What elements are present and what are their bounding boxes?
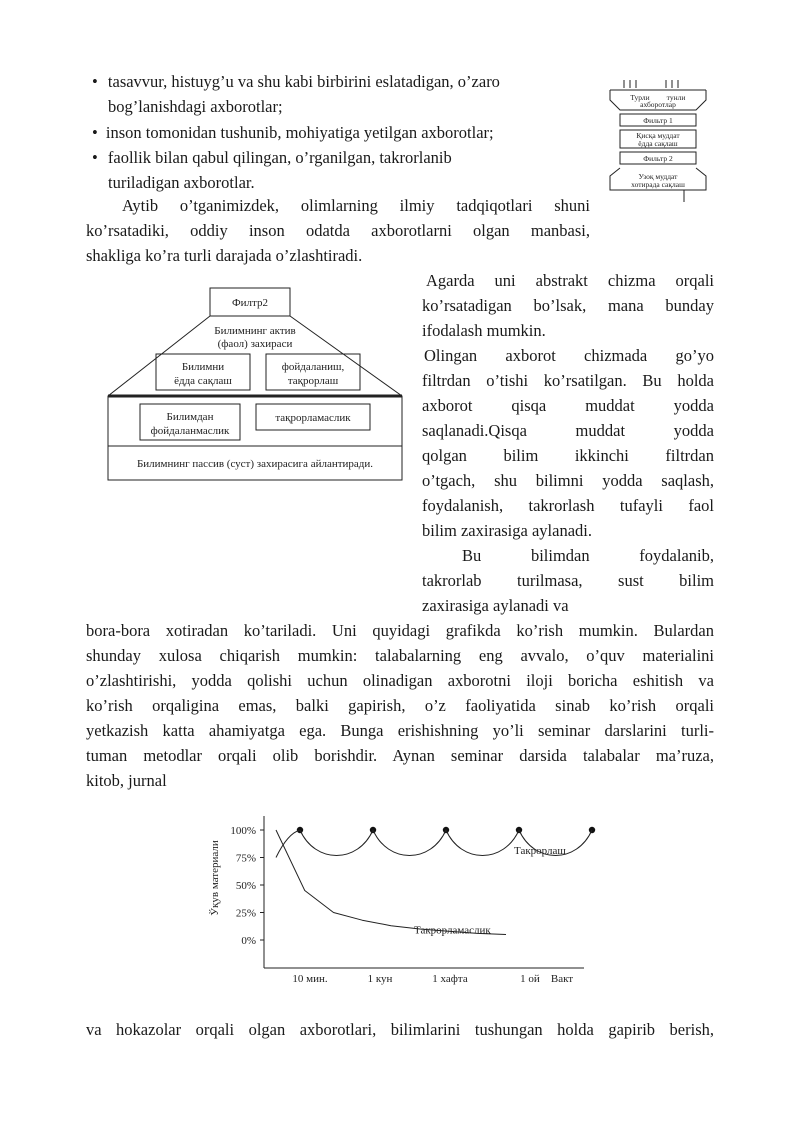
x-tick-label: 1 кун bbox=[367, 973, 393, 985]
diagram-right-1: фойдаланиш, bbox=[281, 361, 345, 373]
para5-line1: bora-bora xotiradan ko’tariladi. Uni quyidagi grafikda ko’rish mumkin. Bulardan bbox=[86, 621, 714, 640]
knowledge-filter-diagram bbox=[106, 286, 404, 482]
bullet-1-text: tasavvur, histuyg’u va shu kabi birbirini eslatadigan, o’zaro bbox=[107, 72, 500, 91]
small-label-2: тунли bbox=[666, 93, 686, 102]
diagram-filter-label: Филтр2 bbox=[231, 297, 269, 309]
para4-line2: takrorlab turilmasa, sust bilim bbox=[422, 571, 714, 590]
y-tick-label: 0% bbox=[241, 935, 256, 947]
small-filter-diagram bbox=[606, 78, 710, 206]
para3-line1: Olingan axborot chizmada go’yo bbox=[424, 346, 714, 365]
para5-line7: kitob, jurnal bbox=[86, 771, 167, 790]
bullet-1 bbox=[92, 70, 500, 95]
para5-line3: o’zlashtirishi, yodda qolishi uchun olinadigan axborotni iloji boricha eshitish va bbox=[86, 671, 714, 690]
diagram-left-2: ёдда сақлаш bbox=[174, 375, 232, 387]
small-long-1: Узоқ муддат bbox=[638, 172, 678, 181]
para3-line2: filtrdan o’tishi ko’rsatilgan. Bu holda bbox=[422, 371, 714, 390]
y-tick-label: 100% bbox=[230, 825, 256, 837]
diagram-lower-left-1: Билимдан bbox=[166, 411, 214, 423]
para1-line3: shakliga ko’ra turli darajada o’zlashtiradi. bbox=[86, 246, 363, 265]
small-label-1: Турли bbox=[630, 93, 650, 102]
para1-line2: ko’rsatadiki, oddiy inson odatda axborotlarni olgan manbasi, bbox=[86, 221, 590, 240]
para4-line3: zaxirasiga aylanadi va bbox=[422, 596, 569, 615]
para2-line1: Agarda uni abstrakt chizma orqali bbox=[426, 271, 714, 290]
series-norepeat-label: Такрорламаслик bbox=[414, 924, 491, 937]
para5-line2: shunday xulosa chiqarish mumkin: talabalarning eng avvalo, o’quv materialini bbox=[86, 646, 714, 665]
bullet-symbol: • bbox=[92, 148, 98, 167]
bullet-3-text: faollik bilan qabul qilingan, o’rganilgan, takrorlanib bbox=[107, 148, 452, 167]
x-tick-label: 10 мин. bbox=[292, 973, 328, 985]
diagram-lower-left-2: фойдаланмаслик bbox=[150, 425, 230, 437]
para1-line1: Aytib o’tganimizdek, olimlarning ilmiy tadqiqotlari shuni bbox=[122, 196, 590, 215]
x-tick-label: 1 ой bbox=[520, 973, 540, 985]
para5-line6: tuman metodlar orqali olib borishdir. Aynan seminar darsida talabalar ma’ruza, bbox=[86, 746, 714, 765]
bullet-1-cont: bog’lanishdagi axborotlar; bbox=[108, 97, 283, 116]
small-short-1: Қисқа муддат bbox=[636, 131, 680, 140]
diagram-left-1: Билимни bbox=[181, 361, 225, 373]
para5-line5: yetkazish katta ahamiyatga ega. Bunga erishishning yo’li seminar darslarini turli- bbox=[86, 721, 714, 740]
para3-line7: foydalanish, takrorlash tufayli faol bbox=[422, 496, 714, 515]
diagram-lower-right: тақрорламаслик bbox=[275, 412, 351, 424]
memory-curve-chart bbox=[200, 808, 600, 998]
diagram-bottom: Билимнинг пассив (суст) захирасига айлантиради. bbox=[136, 458, 374, 470]
para6-line1: va hokazolar orqali olgan axborotlari, bilimlarini tushungan holda gapirib berish, bbox=[86, 1020, 714, 1039]
bullet-3-cont: turiladigan axborotlar. bbox=[108, 173, 255, 192]
diagram-active-2: (фаол) захираси bbox=[217, 338, 293, 350]
para3-line3: axborot qisqa muddat yodda bbox=[422, 396, 714, 415]
x-tick-label: Вакт bbox=[550, 973, 574, 985]
series-repeat-start bbox=[276, 830, 300, 858]
x-tick-label: 1 хафта bbox=[432, 973, 468, 985]
bullet-2-text: inson tomonidan tushunib, mohiyatiga yetilgan axborotlar; bbox=[105, 123, 494, 142]
para2-line3: ifodalash mumkin. bbox=[422, 321, 546, 340]
small-short-2: ёдда сақлаш bbox=[638, 139, 678, 148]
small-long-2: хотирада сақлаш bbox=[631, 180, 685, 189]
small-filter-1: Фильтр 1 bbox=[643, 116, 673, 125]
diagram-right-2: тақрорлаш bbox=[287, 375, 339, 387]
y-tick-label: 50% bbox=[235, 880, 256, 892]
para2-line2: ko’rsatadigan bo’lsak, mana bunday bbox=[422, 296, 714, 315]
series-repeat-label: Такрорлаш bbox=[514, 845, 566, 858]
bullet-2 bbox=[92, 121, 494, 146]
para3-line5: qolgan bilim ikkinchi filtrdan bbox=[422, 446, 714, 465]
para3-line6: o’tgach, shu bilimni yodda saqlash, bbox=[422, 471, 714, 490]
diagram-active-1: Билимнинг актив bbox=[214, 325, 296, 337]
para4-line1: Bu bilimdan foydalanib, bbox=[462, 546, 714, 565]
small-label-3: ахборотлар bbox=[640, 100, 676, 109]
bullet-symbol: • bbox=[92, 72, 98, 91]
y-tick-label: 75% bbox=[235, 852, 256, 865]
para3-line4: saqlanadi.Qisqa muddat yodda bbox=[422, 421, 714, 440]
bullet-symbol: • bbox=[92, 123, 98, 142]
bullet-3 bbox=[92, 146, 452, 171]
y-axis-label: Ўқув материали bbox=[209, 840, 221, 916]
small-filter-2: Фильтр 2 bbox=[643, 154, 673, 163]
y-tick-label: 25% bbox=[235, 907, 256, 920]
para5-line4: ko’rish orqaligina emas, balki gapirish, o’z faoliyatida sinab ko’rish orqali bbox=[86, 696, 714, 715]
para3-line8: bilim zaxirasiga aylanadi. bbox=[422, 521, 592, 540]
